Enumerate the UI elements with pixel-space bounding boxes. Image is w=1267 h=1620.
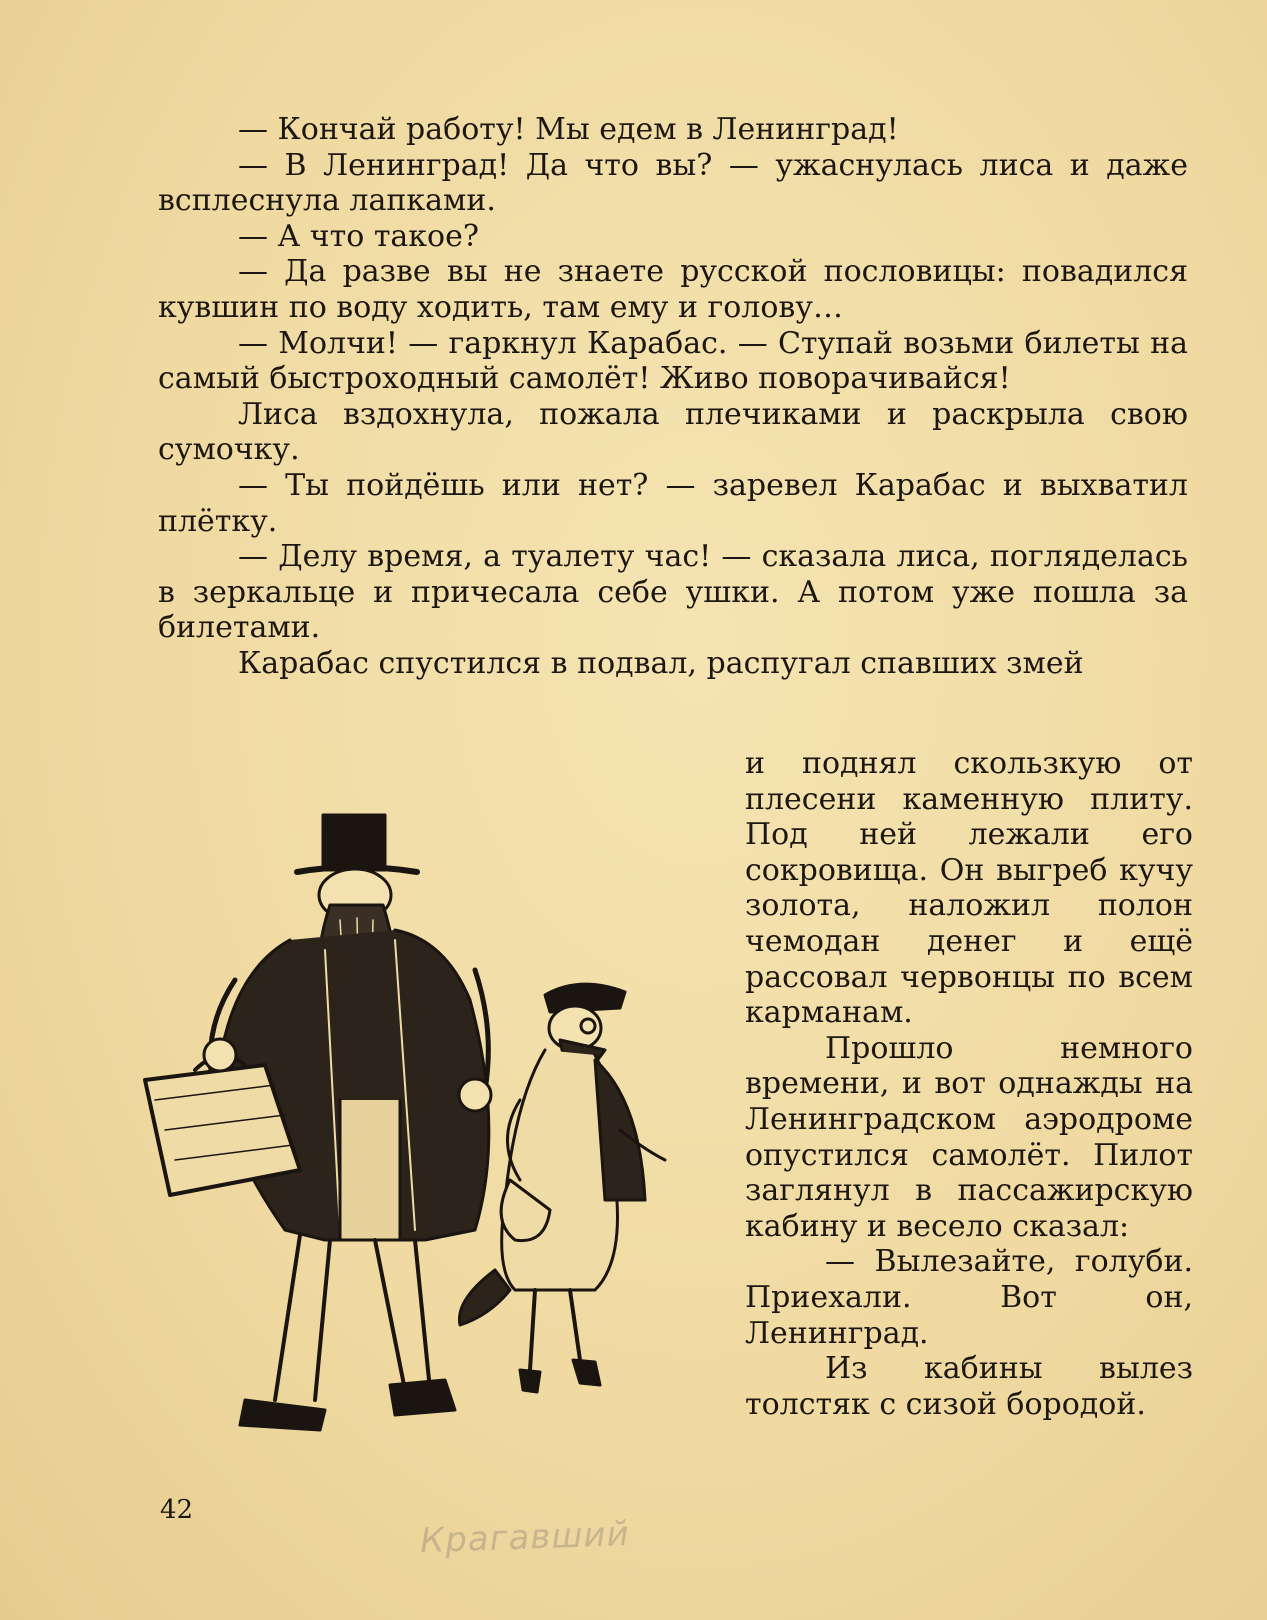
page-number: 42 [160,1495,194,1525]
paragraph: Прошло немного времени, и вот однажды на Ленинградском аэродроме опустился самолёт. Пилот заглянул в пассажирскую кабину и весело сказал: [745,1030,1193,1244]
paragraph: — Ты пойдёшь или нет? — заревел Карабас и выхватил плётку. [158,467,1188,539]
paragraph: Карабас спустился в подвал, распугал спавших змей [238,645,1084,681]
paragraph: — Кончай работу! Мы едем в Ленинград! [238,112,899,147]
paragraph: — В Ленинград! Да что вы? — ужаснулась лиса и даже всплеснула лапками. [158,147,1188,219]
paragraph: — Делу время, а туалету час! — сказала лиса, погляделась в зеркальце и причесала себе ушки. А потом уже пошла за билетами. [158,539,1188,646]
paragraph: — А что такое? [238,218,479,254]
paragraph: — Да разве вы не знаете русской пословицы: повадился кувшин по воду ходить, там ему и голову… [158,254,1188,325]
text-block-top [158,112,1188,682]
karabas-and-fox-illustration [125,800,715,1460]
paragraph: Лиса вздохнула, пожала плечиками и раскрыла свою сумочку. [158,396,1188,468]
pencil-annotation: Крагавший [419,1513,631,1562]
text-column-right [745,746,1193,1422]
paragraph: и поднял скользкую от плесени каменную плиту. Под ней лежали его сокровища. Он выгреб кучу золота, наложил полон чемодан денег и ещё рассовал червонцы по всем карманам. [745,746,1193,1031]
paragraph: — Вылезайте, голуби. Приехали. Вот он, Ленинград. [745,1244,1193,1351]
paragraph: Из кабины вылез толстяк с сизой бородой. [745,1351,1193,1422]
paragraph: — Молчи! — гаркнул Карабас. — Ступай возьми билеты на самый быстроходный самолёт! Живо поворачивайся! [158,325,1188,397]
